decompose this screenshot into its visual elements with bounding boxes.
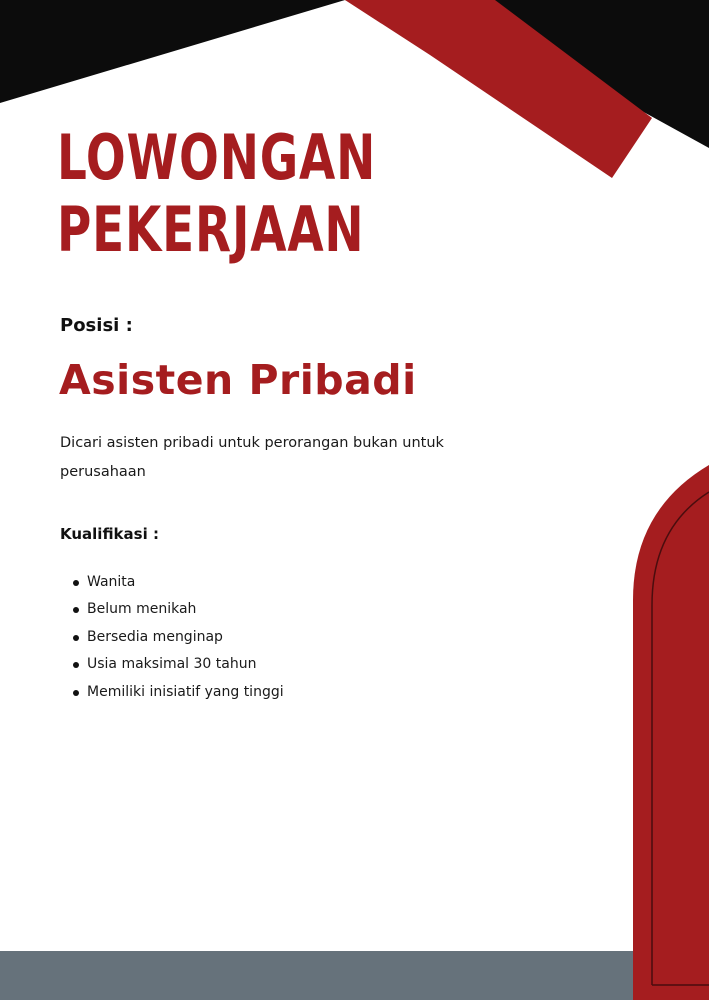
qualification-text: Wanita (87, 574, 136, 590)
bullet-icon (73, 580, 79, 586)
bullet-icon (73, 690, 79, 696)
qualifications-label: Kualifikasi : (60, 525, 159, 543)
page-title (57, 122, 376, 266)
title-line-2: PEKERJAAN (57, 193, 365, 266)
bullet-icon (73, 635, 79, 641)
position-title: Asisten Pribadi (59, 356, 417, 404)
qualification-text: Usia maksimal 30 tahun (87, 656, 257, 673)
bullet-icon (73, 607, 79, 613)
position-label: Posisi : (60, 315, 133, 336)
red-arch-door (633, 465, 709, 1000)
qualification-text: Memiliki inisiatif yang tinggi (87, 683, 284, 700)
qualification-item (60, 651, 284, 678)
qualification-text: Bersedia menginap (87, 628, 223, 645)
bullet-icon (73, 662, 79, 668)
qualification-item (60, 569, 284, 596)
qualification-item (60, 679, 284, 706)
title-line-1: LOWONGAN (57, 121, 377, 194)
footer-band (0, 951, 709, 1000)
qualification-item (60, 624, 284, 651)
qualifications-list (60, 569, 284, 706)
qualification-item (60, 596, 284, 623)
job-description: Dicari asisten pribadi untuk perorangan bukan untuk perusahaan (60, 435, 444, 480)
qualification-text: Belum menikah (87, 601, 197, 618)
